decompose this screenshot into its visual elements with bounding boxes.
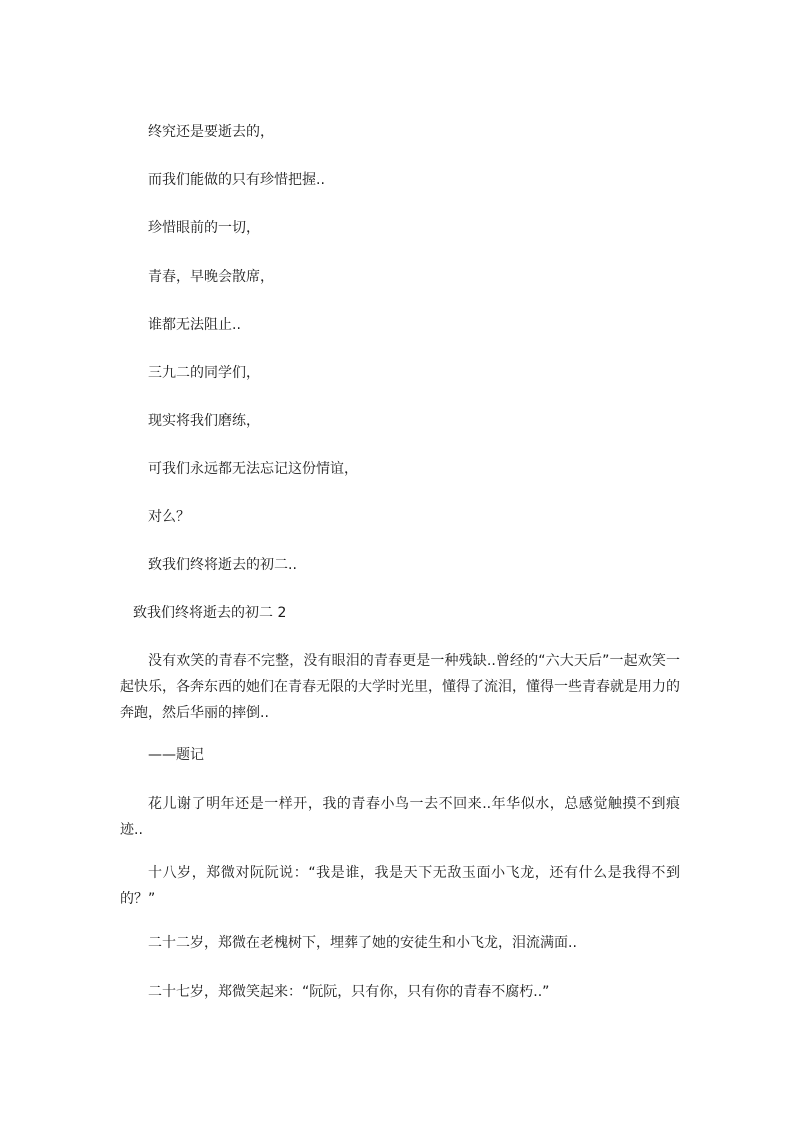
paragraph: 没有欢笑的青春不完整，没有眼泪的青春更是一种残缺..曾经的“六大天后”一起欢笑一起快乐，各奔东西的她们在青春无限的大学时光里，懂得了流泪，懂得一些青春就是用力的奔跑，然后华丽的摔倒.. — [120, 653, 680, 721]
poem-line: 可我们永远都无法忘记这份情谊， — [148, 461, 358, 477]
paragraph: ——题记 — [148, 747, 204, 763]
paragraph: 二十二岁，郑微在老槐树下，埋葬了她的安徒生和小飞龙，泪流满面.. — [148, 935, 577, 951]
poem-line: 三九二的同学们， — [148, 365, 260, 381]
poem-line: 青春，早晚会散席， — [148, 269, 274, 285]
section-heading: 致我们终将逝去的初二 2 — [133, 605, 287, 621]
poem-line: 致我们终将逝去的初二.. — [148, 557, 297, 573]
poem-line: 而我们能做的只有珍惜把握.. — [148, 172, 325, 188]
poem-line: 现实将我们磨练， — [148, 413, 260, 429]
poem-line: 对么？ — [148, 509, 190, 525]
poem-line: 终究还是要逝去的， — [148, 124, 274, 140]
paragraph: 二十七岁，郑微笑起来：“阮阮，只有你，只有你的青春不腐朽..” — [148, 984, 550, 1000]
poem-line: 谁都无法阻止.. — [148, 317, 241, 333]
poem-line: 珍惜眼前的一切， — [148, 220, 260, 236]
paragraph: 十八岁，郑微对阮阮说：“我是谁，我是天下无敌玉面小飞龙，还有什么是我得不到的？” — [120, 865, 680, 907]
paragraph: 花儿谢了明年还是一样开，我的青春小鸟一去不回来..年华似水，总感觉触摸不到痕迹.. — [120, 796, 680, 838]
